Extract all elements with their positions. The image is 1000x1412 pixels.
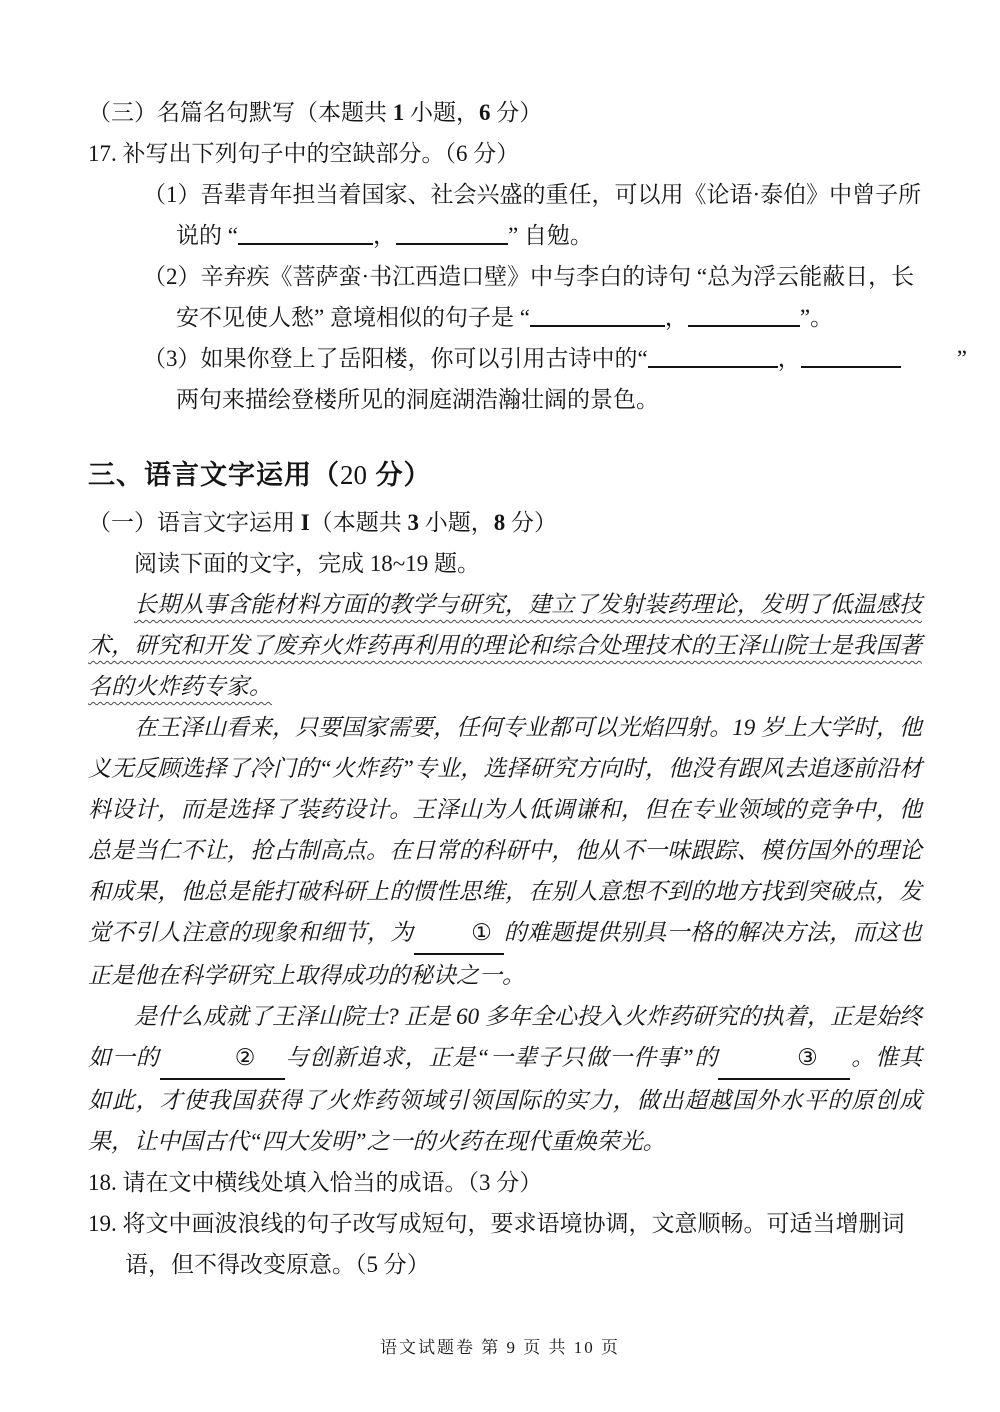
answer-blank	[530, 301, 665, 327]
passage-2-text-a: 在王泽山看来，只要国家需要，任何专业都可以光焰四射。19 岁上大学时，他义无反顾选择了冷门的“火炸药”专业，选择研究方向时，他没有跟风去追逐前沿材料设计，而是选择了装药设计。王泽山为人低调谦和，但在专业领域的竞争中，他总是当仁不让，抢占制高点。在日常的科研中，他从不一味跟踪、模仿国外的理论和成果，他总是能打破科研上的惯性思维，在别人意想不到的地方找到突破点，发觉不引人注意的现象和细节，为	[88, 715, 922, 945]
part-3-score: 20	[340, 460, 367, 490]
item-2-line-1: （2）辛弃疾《菩萨蛮·书江西造口壁》中与李白的诗句 “总为浮云能蔽日，长	[143, 264, 915, 289]
part-3-heading	[88, 452, 922, 498]
section-c-heading	[88, 92, 922, 133]
item-1-line-2	[88, 215, 922, 256]
answer-blank	[688, 301, 800, 327]
item-1-text-a: 说的 “	[176, 223, 238, 248]
sub-heading-end: 分）	[505, 510, 557, 535]
passage-2-text-b: 的难题提供别具一格的解决方法，而这也正是他在科学研究上取得成功的秘诀之一。	[88, 920, 922, 988]
passage-3-text-b: 与创新追求，正是“一辈子只做一件事”的	[284, 1045, 719, 1070]
item-1-text-b: ” 自勉。	[507, 223, 593, 248]
item-3-line-2: 两句来描绘登楼所见的洞庭湖浩瀚壮阔的景色。	[176, 387, 659, 412]
item-1-comma: ，	[372, 223, 396, 248]
passage-paragraph-2	[88, 707, 922, 996]
sub-heading-score: 8	[493, 510, 506, 535]
reading-instruction: 阅读下面的文字，完成 18~19 题。	[134, 551, 480, 576]
section-c-count: 1	[392, 100, 405, 125]
sub-heading-mid: （本题共	[309, 510, 408, 535]
item-2-comma: ，	[664, 305, 688, 330]
section-c-score: 6	[479, 100, 491, 125]
section-c-heading-end: 分）	[490, 100, 543, 125]
item-3-closing-quote: ”	[956, 346, 967, 371]
blank-3-marker: ③	[797, 1045, 818, 1070]
section-c-heading-text: （三）名篇名句默写（本题共	[88, 100, 393, 125]
sub-heading-text: （一）语言文字运用	[88, 510, 301, 535]
sub-heading-roman: I	[300, 510, 310, 535]
blank-1-marker: ①	[471, 920, 492, 945]
item-3-comma: ，	[777, 346, 801, 371]
item-2-text-b: ”。	[799, 305, 834, 330]
sub-heading-mid2: 小题，	[418, 510, 494, 535]
passage-3-text-c: 。惟其如此，才使我国获得了火炸药领域引领国际的实力，做出超越国外水平的原创成果，让中国古代“四大发明”之一的火药在现代重焕荣光。	[88, 1045, 923, 1154]
question-19: 19. 将文中画波浪线的句子改写成短句，要求语境协调，文意顺畅。可适当增删词语，但不得改变原意。（5 分）	[88, 1211, 905, 1277]
sub-heading-count: 3	[407, 510, 419, 535]
passage-3-text-a: 是什么成就了王泽山院士? 正是 60 多年全心投入火炸药研究的执着，正是始终如一的	[88, 1004, 922, 1070]
page-footer: 语文试题卷 第 9 页 共 10 页	[380, 1338, 620, 1357]
blank-2-marker: ②	[234, 1045, 256, 1070]
fill-blank-1	[414, 912, 504, 955]
part-3-sub-heading	[88, 502, 922, 543]
passage-paragraph-3	[88, 996, 922, 1162]
fill-blank-3	[718, 1037, 850, 1080]
part-3-heading-text: 三、语言文字运用（	[88, 460, 340, 490]
passage-paragraph-1-wavy-underlined: 长期从事含能材料方面的教学与研究，建立了发射装药理论，发明了低温感技术，研究和开发了废弃火炸药再利用的理论和综合处理技术的王泽山院士是我国著名的火炸药专家。	[88, 592, 922, 699]
item-2-line-2	[88, 297, 922, 338]
answer-blank	[648, 342, 778, 368]
item-3-text-a: （3）如果你登上了岳阳楼，你可以引用古诗中的“	[143, 346, 648, 371]
answer-blank	[801, 342, 901, 368]
fill-blank-2	[160, 1037, 285, 1080]
question-17: 17. 补写出下列句子中的空缺部分。（6 分）	[88, 141, 520, 166]
answer-blank	[238, 219, 373, 245]
section-c-heading-mid: 小题，	[404, 100, 479, 125]
answer-blank	[396, 219, 508, 245]
item-1-line-1: （1）吾辈青年担当着国家、社会兴盛的重任，可以用《论语·泰伯》中曾子所	[143, 182, 922, 207]
item-2-text-a: 安不见使人愁” 意境相似的句子是 “	[176, 305, 530, 330]
item-3-line-1	[88, 338, 967, 379]
question-18: 18. 请在文中横线处填入恰当的成语。（3 分）	[88, 1170, 543, 1195]
part-3-heading-end: 分）	[367, 460, 432, 490]
page-content	[88, 92, 967, 1285]
